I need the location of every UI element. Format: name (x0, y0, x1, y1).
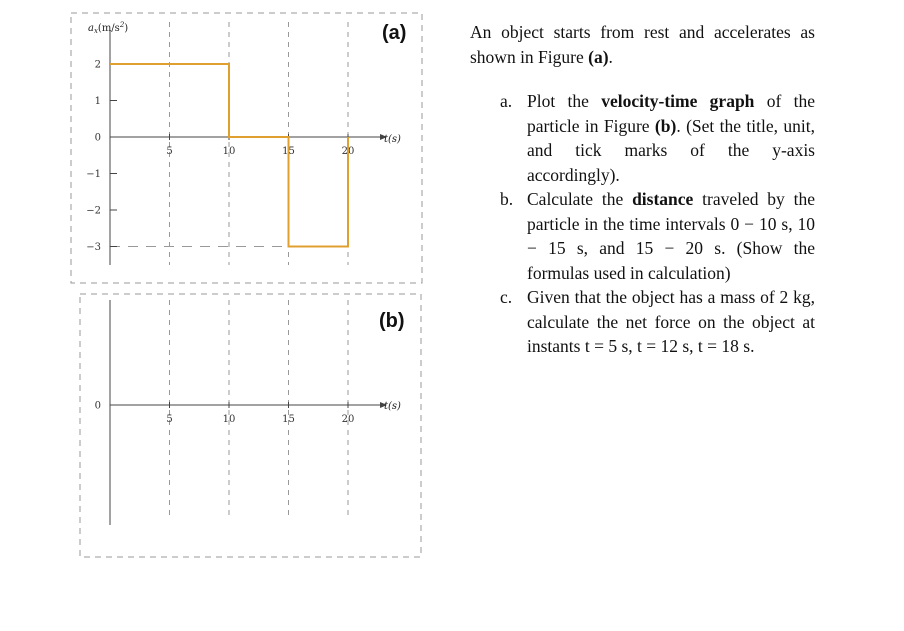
a-y-tick-label-3: −1 (86, 169, 101, 180)
figure-b (95, 300, 405, 525)
figure-a-ticks (86, 60, 354, 254)
figure-a-xlabel: t(s) (384, 134, 401, 145)
question-b-text: Calculate the distance traveled by the particle in the time intervals 0 − 10 s, 10 − 15 s, and 15 − 20 s. (Show the formulas used in calculation) (527, 189, 815, 283)
figure-a-ylabel: $a_x(m/s^2)$ (88, 21, 129, 35)
intro-text: An object starts from rest and accelerates as shown in Figure (470, 22, 815, 67)
a-y-tick-label-2: 0 (94, 132, 101, 144)
question-b-letter: b. (500, 189, 514, 209)
question-c-letter: c. (500, 287, 513, 307)
a-x-tick-label-10: 10 (222, 146, 236, 157)
question-a-letter: a. (500, 91, 513, 111)
figure-a-label: (a) (382, 22, 407, 44)
question-c-text: Given that the object has a mass of 2 kg, calculate the net force on the object at instants t = 5 s, t = 12 s, t = 18 s. (527, 287, 815, 356)
figure-a-frame (71, 13, 422, 283)
question-a (470, 89, 815, 187)
a-x-tick-label-5: 5 (166, 146, 173, 157)
figure-b-grid (170, 300, 349, 519)
b-x-tick-label-10: 10 (222, 414, 236, 425)
a-y-tick-label-5: −3 (86, 242, 101, 253)
b-x-tick-label-20: 20 (341, 414, 355, 425)
figure-a-grid (110, 22, 348, 265)
a-y-tick-label-0: 2 (94, 59, 101, 71)
figure-b-frame (80, 294, 421, 557)
question-b (470, 187, 815, 285)
a-x-tick-label-15: 15 (282, 146, 295, 157)
figure-b-ticks (95, 401, 355, 426)
problem-statement (470, 20, 815, 359)
b-x-tick-label-15: 15 (282, 414, 295, 425)
figure-a (86, 21, 406, 265)
b-x-tick-label-5: 5 (166, 414, 173, 425)
intro-figure-ref: (a) (588, 46, 609, 67)
figure-b-label: (b) (379, 310, 405, 332)
question-a-text: Plot the velocity-time graph of the particle in Figure (b). (Set the title, unit, and tick marks of the y-axis accordingly). (527, 91, 815, 185)
b-y-tick-label-0: 0 (94, 400, 101, 412)
figure-b-xlabel: t(s) (384, 401, 401, 412)
a-x-tick-label-20: 20 (341, 146, 355, 157)
question-c (470, 285, 815, 359)
figure-b-axes (110, 300, 387, 525)
problem-intro (470, 20, 815, 69)
intro-end: . (608, 46, 613, 67)
a-y-tick-label-1: 1 (94, 96, 101, 107)
a-y-tick-label-4: −2 (86, 205, 101, 217)
